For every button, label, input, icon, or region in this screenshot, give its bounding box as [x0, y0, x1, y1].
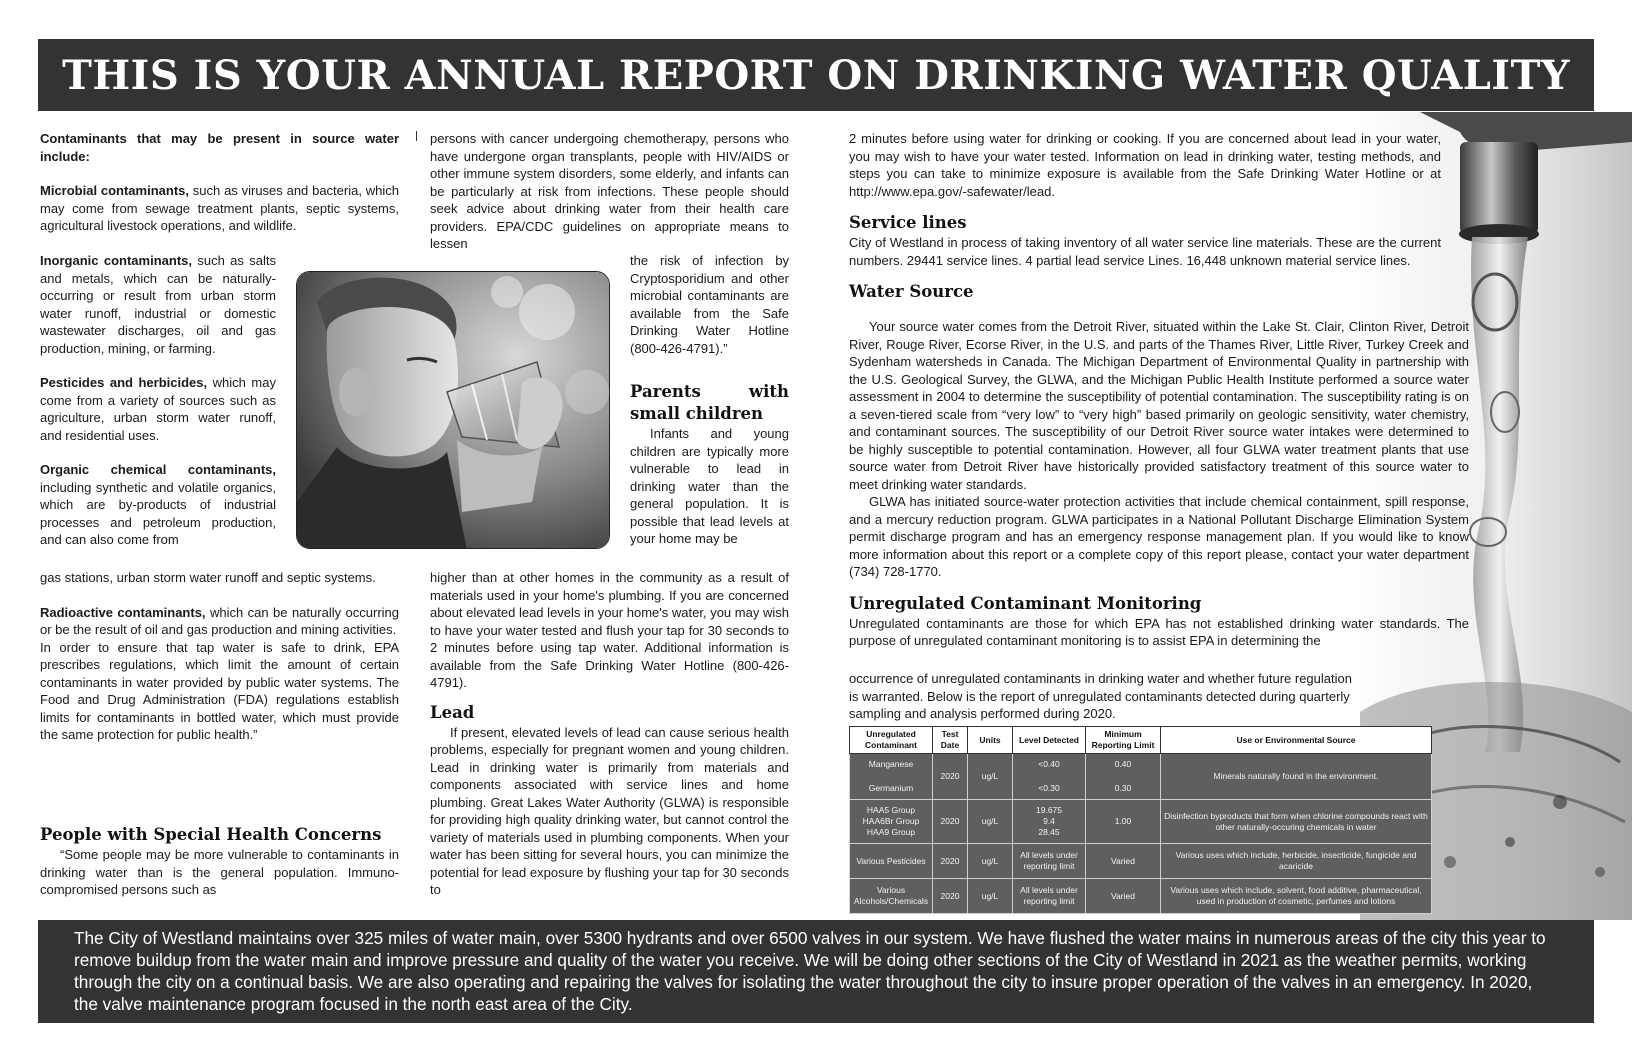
service-lines-text: City of Westland in process of taking inventory of all water service line materials. These are the current numbers. 29441 service lines. 4 partial lead service Lines. 16,448 unknown material service lines. — [849, 235, 1441, 268]
col-header-mrl: Minimum Reporting Limit — [1086, 727, 1161, 754]
glwa-text: GLWA has initiated source-water protection activities that include chemical containment, spill response, and a mercury reduction program. GLWA participates in a National Pollutant Discharge Elimination System permit discharge program and has an emergency response management plan. If you would like to know more information about this report or a complete copy of this report please, contact your water department (734) 728-1770. — [849, 494, 1469, 579]
organic-paragraph: Organic chemical contaminants, including synthetic and volatile organics, which are by-products of industrial processes and petroleum production, and can also come from — [40, 462, 276, 547]
water-source-heading: Water Source — [849, 282, 974, 301]
page-title: THIS IS YOUR ANNUAL REPORT ON DRINKING WATER QUALITY — [62, 51, 1570, 99]
organic-continued: gas stations, urban storm water runoff and septic systems. — [40, 570, 376, 585]
col-header-level: Level Detected — [1013, 727, 1086, 754]
ucm-text: Unregulated contaminants are those for which EPA has not established drinking water standards. The purpose of unregulated contaminant monitoring is to assist EPA in determining the — [849, 615, 1469, 648]
column-1 — [40, 130, 399, 235]
parents-continued: higher than at other homes in the community as a result of materials used in your home's plumbing. If you are concerned about elevated lead levels in your home's water, you may wish to have your water tested and flush your tap for 30 seconds to 2 minutes before using tap water. Additional information is available from the Safe Drinking Water Hotline (800-426-4791). — [430, 570, 789, 690]
special-concerns-text: “Some people may be more vulnerable to contaminants in drinking water than is the general population. Immuno-compromised persons such as — [40, 847, 399, 897]
table-row: Manganese Germanium 2020 ug/L <0.40 <0.30 0.40 0.30 Minerals naturally found in the environment. — [850, 754, 1432, 800]
contaminants-intro: Contaminants that may be present in source water include: — [40, 131, 399, 164]
column-1-lower — [40, 569, 399, 744]
table-row: HAA5 Group HAA6Br Group HAA9 Group 2020 ug/L 19.675 9.4 28.45 1.00 Disinfection byproducts that form when chlorine compounds react with other naturally-occuring chemicals in water — [850, 800, 1432, 844]
table-header-row — [850, 727, 1432, 754]
radioactive-paragraph: Radioactive contaminants, which can be naturally occurring or be the result of oil and gas production and mining activities. — [40, 604, 399, 637]
col-header-units: Units — [968, 727, 1013, 754]
ucm-block-2 — [849, 670, 1355, 723]
table-row: Various Pesticides 2020 ug/L All levels under reporting limit Varied Various uses which include, herbicide, insecticide, fungicide and acaricide — [850, 844, 1432, 879]
water-source-text: Your source water comes from the Detroit River, situated within the Lake St. Clair, Clinton River, Detroit River, Rouge River, Ecorse River, in the U.S. and parts of the Thames River, Little River, Turkey Creek and Sydenham watersheds in Canada. The Michigan Department of Environmental Quality in partnership with the U.S. Geological Survey, the GLWA, and the Michigan Public Health Institute performed a source water assessment in 2004 to determine the susceptibility of potential contamination. The susceptibility rating is on a seven-tiered scale from “very low” to “very high” based primarily on geologic sensitivity, water chemistry, and contaminant sources. The susceptibility of our Detroit River source water intakes were determined to be highly susceptible to potential contamination. However, all four GLWA water treatment plants that use source water from Detroit River have historically provided satisfactory treatment of this source water to meet drinking water standards. — [849, 319, 1469, 492]
table-row: Various Alcohols/Chemicals 2020 ug/L All levels under reporting limit Varied Various uses which include, solvent, food additive, pharmaceutical, used in production of cosmetic, perfumes and lotions — [850, 879, 1432, 914]
parents-heading: Parents with small children — [630, 382, 789, 423]
col-header-test-date: Test Date — [933, 727, 968, 754]
column-3 — [849, 130, 1441, 303]
ucm-heading: Unregulated Contaminant Monitoring — [849, 593, 1202, 613]
maintenance-footer — [38, 920, 1594, 1023]
column-divider — [416, 131, 417, 141]
epa-paragraph: In order to ensure that tap water is safe to drink, EPA prescribes regulations, which limit the amount of certain contaminants in water provided by public water systems. The Food and Drug Administration (FDA) regulations establish limits for contaminants in bottled water, which must provide the same protection for public health.” — [40, 639, 399, 742]
special-concerns-continued: persons with cancer undergoing chemotherapy, persons who have undergone organ transplants, people with HIV/AIDS or other immune system disorders, some elderly, and infants can be particularly at risk from infections. These people should seek advice about drinking water from their health care providers. EPA/CDC guidelines on appropriate means to lessen — [430, 131, 789, 251]
child-drinking-photo — [296, 271, 610, 549]
inorganic-block — [40, 252, 276, 549]
report-banner — [38, 39, 1594, 111]
cryptosporidium-text: the risk of infection by Cryptosporidium and other microbial contaminants are available from the Safe Drinking Water Hotline (800-426-4791).” — [630, 253, 789, 356]
parents-text: Infants and young children are typically more vulnerable to lead in drinking water than the general population. It is possible that lead levels at your home may be — [630, 426, 789, 546]
pesticides-paragraph: Pesticides and herbicides, which may come from a variety of sources such as agriculture, urban storm water runoff, and residential uses. — [40, 375, 276, 443]
inorganic-paragraph: Inorganic contaminants, such as salts and metals, which can be naturally-occurring or result from urban storm water runoff, industrial or domestic wastewater discharges, oil and gas production, mining, or farming. — [40, 253, 276, 356]
column-2 — [430, 130, 789, 253]
service-lines-heading: Service lines — [849, 213, 967, 232]
special-concerns-block — [40, 824, 399, 899]
special-concerns-heading: People with Special Health Concerns — [40, 825, 382, 844]
lead-continued: 2 minutes before using water for drinking or cooking. If you are concerned about lead in your water, you may wish to have your water tested. Information on lead in drinking water, testing methods, and steps you can take to minimize exposure is available from the Safe Drinking Water Hotline or at http://www.epa.gov/-safewater/lead. — [849, 131, 1441, 199]
child-drinking-illustration — [297, 272, 610, 549]
col-header-source: Use or Environmental Source — [1161, 727, 1432, 754]
lead-heading: Lead — [430, 702, 475, 722]
microbial-paragraph: Microbial contaminants, such as viruses and bacteria, which may come from sewage treatment plants, septic systems, agricultural livestock operations, and wildlife. — [40, 183, 399, 233]
water-source-block — [849, 318, 1469, 650]
column-2-lower — [430, 569, 789, 899]
unregulated-contaminants-table — [849, 726, 1432, 914]
lead-text: If present, elevated levels of lead can cause serious health problems, especially for pregnant women and young children. Lead in drinking water is primarily from materials and components associated with service lines and home plumbing. Great Lakes Water Authority (GLWA) is responsible for providing high quality drinking water, but cannot control the variety of materials used in plumbing components. When your water has been sitting for several hours, you can minimize the potential for lead exposure by flushing your tap for 30 seconds to — [430, 724, 789, 897]
ucm-text-2: occurrence of unregulated contaminants in drinking water and whether future regulation is warranted. Below is the report of unregulated contaminants detected during quarterly sampling and analysis performed during 2020. — [849, 671, 1352, 721]
col-header-contaminant: Unregulated Contaminant — [850, 727, 933, 754]
column-2-wrap — [630, 252, 789, 548]
footer-text: The City of Westland maintains over 325 miles of water main, over 5300 hydrants and over 6500 valves in our system. We have flushed the water mains in numerous areas of the city this year to remove buildup from the water main and improve pressure and quality of the water you receive. We will be doing other sections of the City of Westland in 2021 as the weather permits, working through the city on a continual basis. We are also operating and repairing the valves for isolating the water throughout the city to insure proper operation of the valves in an emergency. In 2020, the valve maintenance program focused in the north east area of the City. — [74, 928, 1546, 1014]
